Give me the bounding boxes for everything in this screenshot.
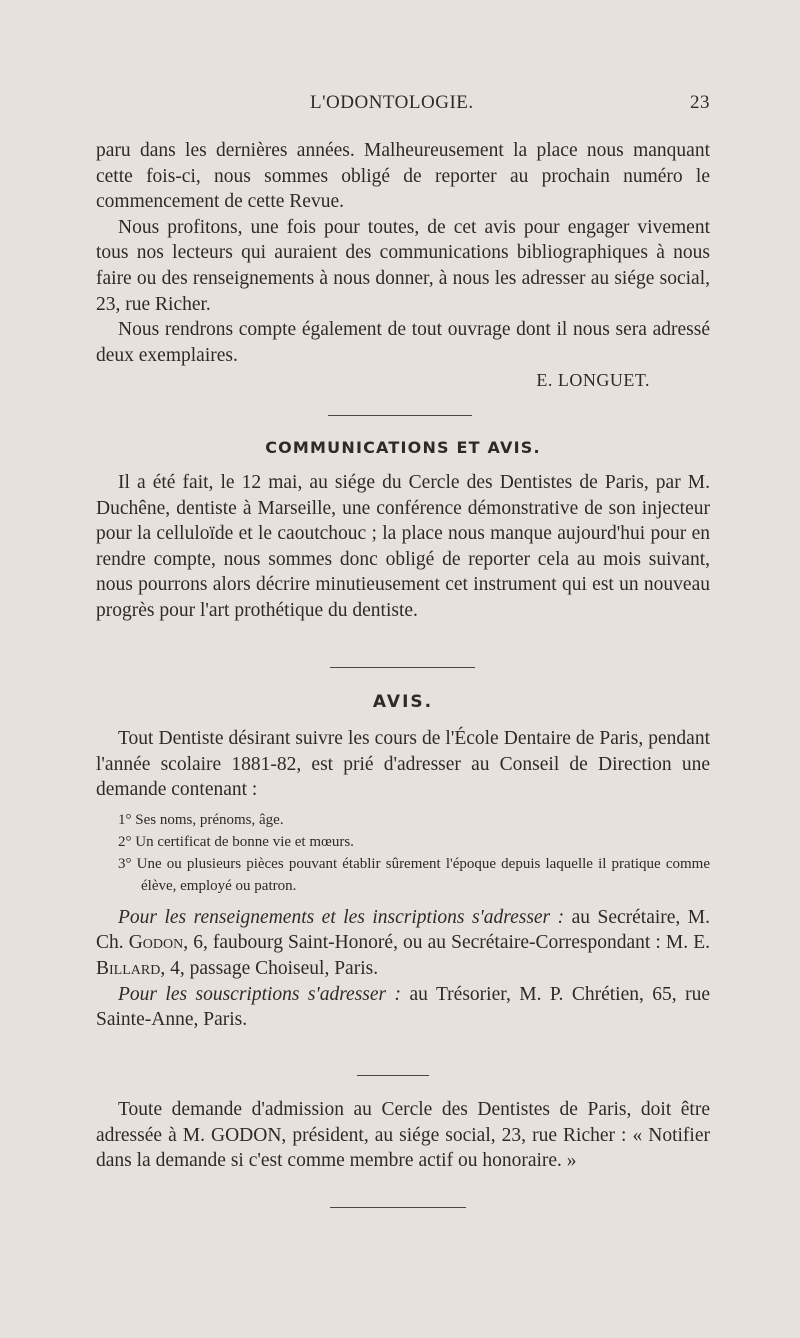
paragraph-souscriptions: Pour les souscriptions s'adresser : au Trésorier, M. P. Chrétien, 65, rue Sainte-Anne, Paris. xyxy=(96,983,710,1031)
list-item: 1° Ses noms, prénoms, âge. xyxy=(118,811,284,828)
requirements-list xyxy=(96,809,710,897)
running-title: L'ODONTOLOGIE. xyxy=(310,92,474,113)
signature: E. LONGUET. xyxy=(536,370,650,391)
page-number: 23 xyxy=(690,92,710,113)
paragraph-inscriptions: Pour les renseignements et les inscriptions s'adresser : au Secrétaire, M. Ch. Godon, 6, faubourg Saint-Honoré, ou au Secrétaire-Correspondant : M. E. Billard, 4, passage Choiseul, Paris. xyxy=(96,906,711,979)
person-name: Godon xyxy=(128,932,184,954)
section-avis xyxy=(96,726,710,1033)
section-admission xyxy=(96,1097,710,1174)
divider-rule xyxy=(357,1075,429,1076)
paragraph: Nous rendrons compte également de tout ouvrage dont il nous sera adressé deux exemplaires. xyxy=(96,319,710,366)
divider-rule xyxy=(330,667,475,668)
divider-rule xyxy=(330,1207,466,1208)
divider-rule xyxy=(328,415,472,416)
paragraph: Tout Dentiste désirant suivre les cours de l'École Dentaire de Paris, pendant l'année scolaire 1881-82, est prié d'adresser au Conseil de Direction une demande contenant : xyxy=(96,728,710,801)
paragraph: Nous profitons, une fois pour toutes, de cet avis pour engager vivement tous nos lecteurs qui auraient des communications bibliographiques à nous faire ou des renseignements à nous donner, à nous les adresser au siége social, 23, rue Richer. xyxy=(96,216,710,315)
inscriptions-lead: Pour les renseignements et les inscriptions s'adresser : xyxy=(118,906,565,928)
paragraph: Il a été fait, le 12 mai, au siége du Cercle des Dentistes de Paris, par M. Duchêne, dentiste à Marseille, une conférence démonstrative de son injecteur pour la celluloïde et le caoutchouc ; la place nous manque aujourd'hui pour en rendre compte, nous sommes donc obligé de reporter cela au mois suivant, nous pourrons alors décrire minutieusement cet instrument qui est un nouveau progrès pour l'art prothétique du dentiste. xyxy=(96,472,710,621)
section-communications xyxy=(96,470,710,624)
souscriptions-lead: Pour les souscriptions s'adresser : xyxy=(118,983,402,1005)
section-heading: AVIS. xyxy=(372,692,434,712)
list-item: 2° Un certificat de bonne vie et mœurs. xyxy=(118,833,354,850)
person-name: Billard xyxy=(96,957,161,979)
section-bibliography-note xyxy=(96,138,710,393)
paragraph: paru dans les dernières années. Malheureusement la place nous manquant cette fois-ci, nous sommes obligé de reporter au prochain numéro le commencement de cette Revue. xyxy=(96,140,710,213)
list-item: 3° Une ou plusieurs pièces pouvant établir sûrement l'époque depuis laquelle il pratique comme élève, employé ou patron. xyxy=(118,855,710,894)
section-heading: COMMUNICATIONS ET AVIS. xyxy=(265,438,541,457)
paragraph: Toute demande d'admission au Cercle des Dentistes de Paris, doit être adressée à M. GODON, président, au siége social, 23, rue Richer : « Notifier dans la demande si c'est comme membre actif ou honoraire. » xyxy=(96,1099,710,1172)
